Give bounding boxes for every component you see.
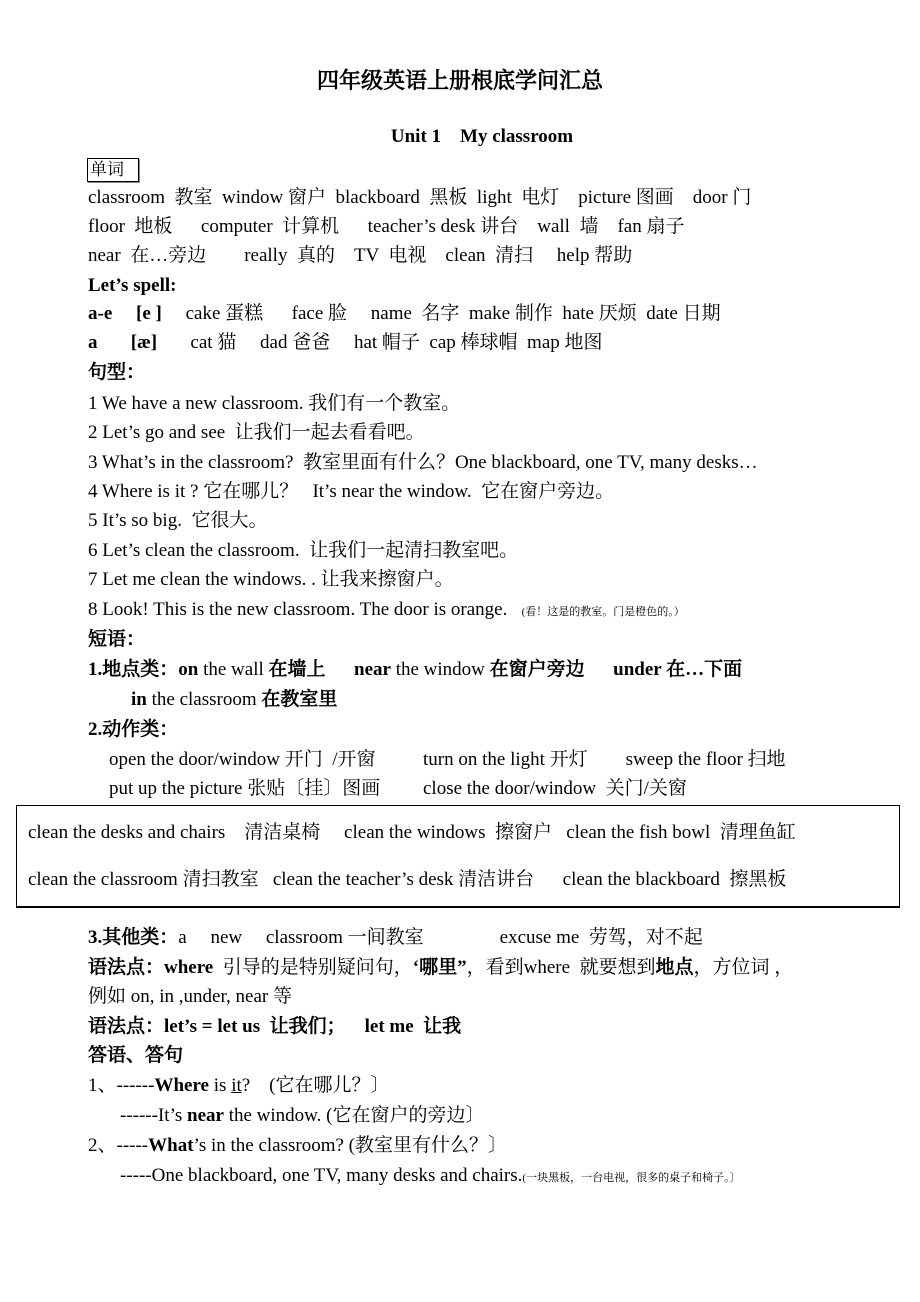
text-line (88, 1044, 183, 1068)
text-segment: a-e [e ] (88, 303, 162, 324)
text-segment: 短语： (88, 629, 146, 650)
text-line (88, 361, 145, 385)
text-line (28, 868, 786, 892)
text-segment: Let’s spell: (88, 275, 177, 296)
text-segment: 1.地点类：on (88, 659, 199, 680)
text-segment: -----One blackboard, one TV, many desks and chairs. (120, 1165, 523, 1186)
text-segment: the classroom (146, 689, 262, 710)
text-segment: 1 We have a new classroom. 我们有一个教室。 (88, 393, 461, 414)
text-segment: What (148, 1135, 194, 1156)
text-line (120, 1164, 741, 1190)
text-line (88, 451, 758, 475)
text-segment: ‘哪里” (412, 957, 467, 978)
text-line (88, 985, 292, 1009)
text-segment: ，方位词 ， (693, 957, 794, 978)
text-segment: floor 地板 computer 计算机 teacher’s desk 讲台 wall 墙 fan 扇子 (88, 216, 685, 237)
text-segment: near (354, 659, 391, 680)
text-line (88, 1134, 507, 1158)
text-segment: the window (390, 659, 490, 680)
text-line (88, 1074, 390, 1098)
text-segment: 引导的是特别疑问句， (213, 957, 413, 978)
text-line (88, 926, 703, 950)
text-line (88, 718, 178, 742)
text-segment: 2.动作类： (88, 719, 179, 740)
text-segment: near 在…旁边 really 真的 TV 电视 clean 清扫 help 帮助 (88, 245, 633, 266)
text-line (88, 186, 751, 210)
document-title: 四年级英语上册根底学问汇总 (316, 69, 603, 94)
text-line (88, 658, 742, 682)
text-segment: clean the classroom 清扫教室 clean the teacher’s desk 清洁讲台 clean the blackboard 擦黑板 (28, 869, 787, 890)
text-line (88, 421, 425, 445)
text-segment: in (131, 689, 147, 710)
text-segment: (一块黑板，一台电视，很多的桌子和椅子。〕 (522, 1172, 741, 1184)
text-segment: a new classroom 一间教室 excuse me 劳驾，对不起 (178, 927, 703, 948)
text-line (88, 956, 793, 980)
text-line (88, 628, 145, 652)
text-line (120, 1104, 484, 1128)
unit-heading: Unit 1 My classroom (390, 126, 574, 147)
text-line (88, 215, 684, 239)
text-segment: the wall (198, 659, 269, 680)
text-line (88, 480, 614, 504)
text-segment: 2、----- (88, 1135, 149, 1156)
text-segment: 例如 on, in ,under, near 等 (88, 986, 292, 1007)
text-segment: 4 Where is it ? 它在哪儿？ It’s near the window. 它在窗户旁边。 (88, 481, 615, 502)
text-segment: ，看到where 就要想到 (466, 957, 656, 978)
text-segment: 语法点：where (88, 957, 214, 978)
text-line (88, 392, 460, 416)
text-segment: is (209, 1075, 232, 1096)
text-segment: 3 What’s in the classroom? 教室里面有什么？One blackboard, one TV, many desks… (88, 452, 758, 473)
text-line (131, 688, 337, 712)
text-line (88, 598, 685, 624)
text-segment: 3.其他类： (88, 927, 179, 948)
text-segment: ’s in the classroom? (教室里有什么？〕 (193, 1135, 508, 1156)
text-segment: 7 Let me clean the windows. . 让我来擦窗户。 (88, 569, 454, 590)
text-segment: cat 猫 dad 爸爸 hat 帽子 cap 棒球帽 map 地图 (157, 332, 603, 353)
text-segment: 1、------ (88, 1075, 155, 1096)
text-segment: 6 Let’s clean the classroom. 让我们一起清扫教室吧。 (88, 540, 519, 561)
text-line (88, 331, 603, 355)
text-line (88, 1015, 461, 1039)
text-segment: under 在…下面 (613, 659, 743, 680)
text-segment: Where (154, 1075, 209, 1096)
text-line (88, 244, 632, 268)
text-segment: 8 Look! This is the new classroom. The door is orange. (88, 599, 522, 620)
text-segment: it (231, 1075, 242, 1096)
text-segment: (看！这是的教室。门是橙色的。） (521, 606, 685, 618)
text-segment: 语法点：let’s = let us 让我们； let me 让我 (88, 1016, 462, 1037)
text-segment: 地点 (655, 957, 694, 978)
text-segment: 句型： (88, 362, 146, 383)
text-segment: clean the desks and chairs 清洁桌椅 clean the windows 擦窗户 clean the fish bowl 清理鱼缸 (28, 822, 796, 843)
text-segment: near (187, 1105, 224, 1126)
text-segment: classroom 教室 window 窗户 blackboard 黑板 light 电灯 picture 图画 door 门 (88, 187, 752, 208)
text-line (109, 777, 687, 801)
text-segment (585, 659, 614, 680)
text-line (28, 821, 796, 845)
text-segment (326, 659, 355, 680)
text-segment: 在墙上 (268, 659, 326, 680)
text-segment: put up the picture 张贴〔挂〕图画 close the door/window 关门/关窗 (109, 778, 687, 799)
text-line (88, 509, 267, 533)
text-segment: 在教室里 (261, 689, 338, 710)
text-segment: 答语、答句 (88, 1045, 184, 1066)
text-segment: cake 蛋糕 face 脸 name 名字 make 制作 hate 厌烦 date 日期 (161, 303, 721, 324)
text-line (88, 568, 454, 592)
text-segment: ------It’s (120, 1105, 187, 1126)
text-line (88, 539, 518, 563)
text-segment: 5 It’s so big. 它很大。 (88, 510, 268, 531)
text-segment: open the door/window 开门 /开窗 turn on the light 开灯 sweep the floor 扫地 (109, 749, 786, 770)
text-segment: 2 Let’s go and see 让我们一起去看看吧。 (88, 422, 425, 443)
text-segment: the window. (它在窗户的旁边〕 (223, 1105, 485, 1126)
text-line (109, 748, 786, 772)
text-segment: 在窗户旁边 (489, 659, 585, 680)
text-line (88, 274, 176, 298)
vocab-section-label: 单词 (87, 158, 139, 182)
text-segment: a [æ] (88, 332, 158, 353)
text-segment: ? (它在哪儿？〕 (241, 1075, 390, 1096)
text-line (88, 302, 721, 326)
